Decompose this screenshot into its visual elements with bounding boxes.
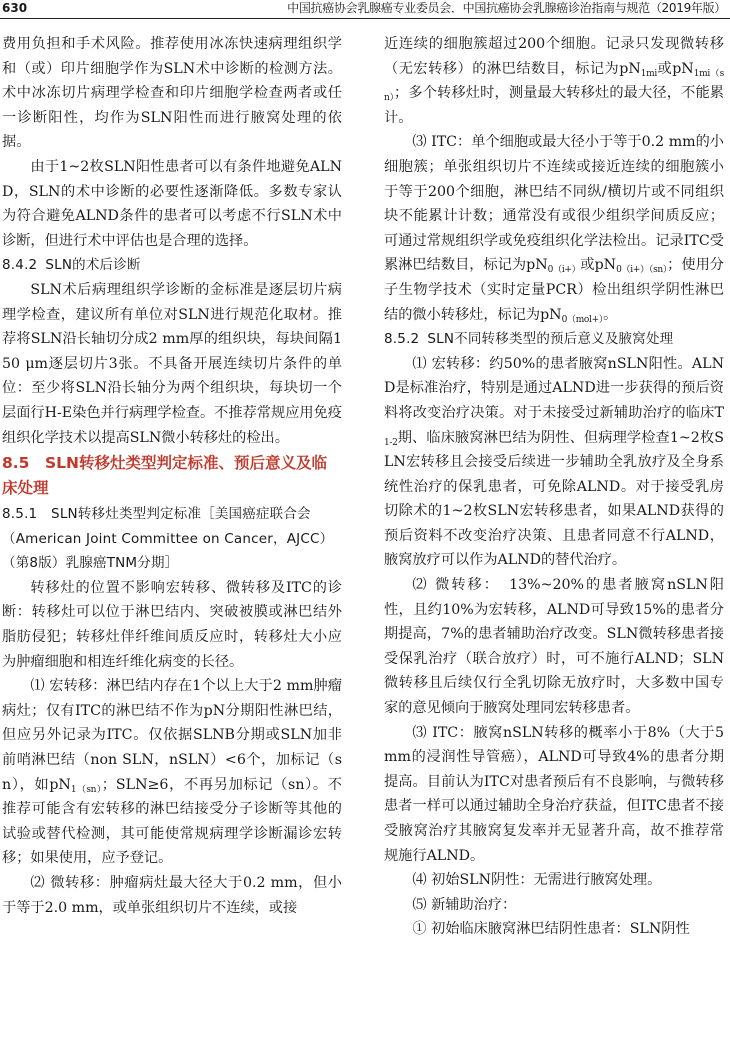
paragraph-neoadjuvant: ⑸ 新辅助治疗：	[412, 896, 517, 913]
paragraph-itc-management: ⑶ ITC：腋窝nSLN转移的概率小于8%（大于5 mm的浸润性导管癌），ALND可导致4%的患者分期提高。目前认为ITC对患者预后有不良影响，与微转移患者一样可以通过辅助全身治疗获益，但ITC患者不接受腋窝治疗其腋窝复发率并无显著升高，故不推荐常规施行ALND。	[384, 724, 724, 864]
paragraph-initial-sln-negative: ⑷ 初始SLN阴性：无需进行腋窝处理。	[412, 872, 662, 889]
paragraph: 转移灶的位置不影响宏转移、微转移及ITC的诊断：转移灶可以位于淋巴结内、突破被膜或淋巴结外脂肪侵犯；转移灶伴纤维间质反应时，转移灶大小应为肿瘤细胞和相连纤维化病变的长径。	[2, 579, 342, 670]
paragraph: 近连续的细胞簇超过200个细胞。记录只发现微转移（无宏转移）的淋巴结数目，标记为$pN_{1mi}$或$pN_{1mi(sn)}$；多个转移灶时，测量最大转移灶的最大径，不能累计。	[384, 36, 725, 126]
section-title: SLN不同转移类型的预后意义及腋窝处理	[427, 331, 674, 348]
section-heading-8-5-1: 8.5.1 SLN转移灶类型判定标准［美国癌症联合会（American Joint Committee on Cancer，AJCC）（第8版）乳腺癌TNM分期］	[2, 506, 334, 572]
section-heading-8-5: 8.5 SLN转移灶类型判定标准、预后意义及临床处理	[2, 454, 327, 498]
paragraph: 由于1~2枚SLN阳性患者可以有条件地避免ALND，SLN的术中诊断的必要性逐渐降低。多数专家认为符合避免ALND条件的患者可以考虑不行SLN术中诊断，但进行术中评估也是合理的选择。	[2, 158, 342, 249]
paragraph-micrometastasis: ⑵ 微转移：肿瘤病灶最大径大于0.2 mm，但小于等于2.0 mm，或单张组织切片不连续，或接	[2, 875, 342, 916]
running-title: 中国抗癌协会乳腺癌专业委员会．中国抗癌协会乳腺癌诊治指南与规范（2019年版）	[287, 1, 726, 15]
paragraph-neoadjuvant-item-1: ① 初始临床腋窝淋巴结阴性患者：SLN阴性	[412, 921, 690, 938]
section-number: 8.5.2	[384, 331, 420, 348]
paragraph-itc: ⑶ ITC：单个细胞或最大径小于等于0.2 mm的小细胞簇；单张组织切片不连续或接近连续的细胞簇小于等于200个细胞，淋巴结不同纵/横切片或不同组织块不能累计计数；通常没有或很少组织学间质反应；可通过常规组织学或免疫组织化学法检出。记录ITC受累淋巴结数目，标记为$pN_{0(i+)}$或$pN_{0(i+)(sn)}$；使用分子生物学技术（实时定量PCR）检出组织学阴性淋巴结的微小转移灶，标记为$pN_{0(mol+)}$。	[384, 134, 724, 325]
section-heading-8-5-2	[384, 327, 724, 352]
left-column	[2, 32, 342, 920]
section-heading-8-4-2	[2, 253, 342, 278]
paragraph-micrometastasis-management: ⑵ 微转移： 13%~20%的患者腋窝nSLN阳性，且约10%为宏转移，ALND可导致15%的患者分期提高，7%的患者辅助治疗改变。SLN微转移患者接受保乳治疗（联合放疗）时，可不施行ALND；SLN微转移且后续仅行全乳切除无放疗时，大多数中国专家的意见倾向于腋窝处理同宏转移患者。	[384, 577, 724, 717]
right-column	[384, 32, 724, 942]
paragraph-macrometastasis-management: ⑴ 宏转移：约50%的患者腋窝nSLN阳性。ALND是标准治疗，特别是通过ALND进一步获得的预后资料将改变治疗决策。对于未接受过新辅助治疗的临床$T_{1-2}$期、临床腋窝淋巴结为阴性、但病理学检查1~2枚SLN宏转移且会接受后续进一步辅助全乳放疗及全身系统性治疗的保乳患者，可免除ALND。对于接受乳房切除术的1~2枚SLN宏转移患者，如果ALND获得的预后资料不改变治疗决策、且患者同意不行ALND，腋窝放疗可以作为ALND的替代治疗。	[384, 355, 724, 569]
section-number: 8.4.2	[2, 257, 38, 274]
section-title: SLN的术后诊断	[45, 257, 141, 274]
page-number: 630	[2, 1, 28, 15]
running-header	[0, 0, 730, 19]
paragraph: SLN术后病理组织学诊断的金标准是逐层切片病理学检查，建议所有单位对SLN进行规范化取材。推荐将SLN沿长轴切分成2 mm厚的组织块，每块间隔150 μm逐层切片3张。不具备开展连续切片条件的单位：至少将SLN沿长轴分为两个组织块，每块切一个层面行H-E染色并行病理学检查。不推荐常规应用免疫组织化学技术以提高SLN微小转移灶的检出。	[2, 281, 342, 446]
paragraph: 费用负担和手术风险。推荐使用冰冻快速病理组织学和（或）印片细胞学作为SLN术中诊断的检测方法。术中冰冻切片病理学检查和印片细胞学检查两者或任一诊断阳性，均作为SLN阳性而进行腋窝处理的依据。	[2, 36, 342, 151]
paragraph-macrometastasis: ⑴ 宏转移：淋巴结内存在1个以上大于2 mm肿瘤病灶；仅有ITC的淋巴结不作为pN分期阳性淋巴结，但应另外记录为ITC。仅依据SLNB分期或SLN加非前哨淋巴结（non SLN，nSLN）<6个，加标记（sn），如$pN_{1(sn)}$；SLN≥6，不再另加标记（sn）。不推荐可能含有宏转移的淋巴结接受分子诊断等其他的试验或替代检测，其可能使常规病理学诊断漏诊宏转移；如果使用，应予登记。	[2, 678, 342, 867]
